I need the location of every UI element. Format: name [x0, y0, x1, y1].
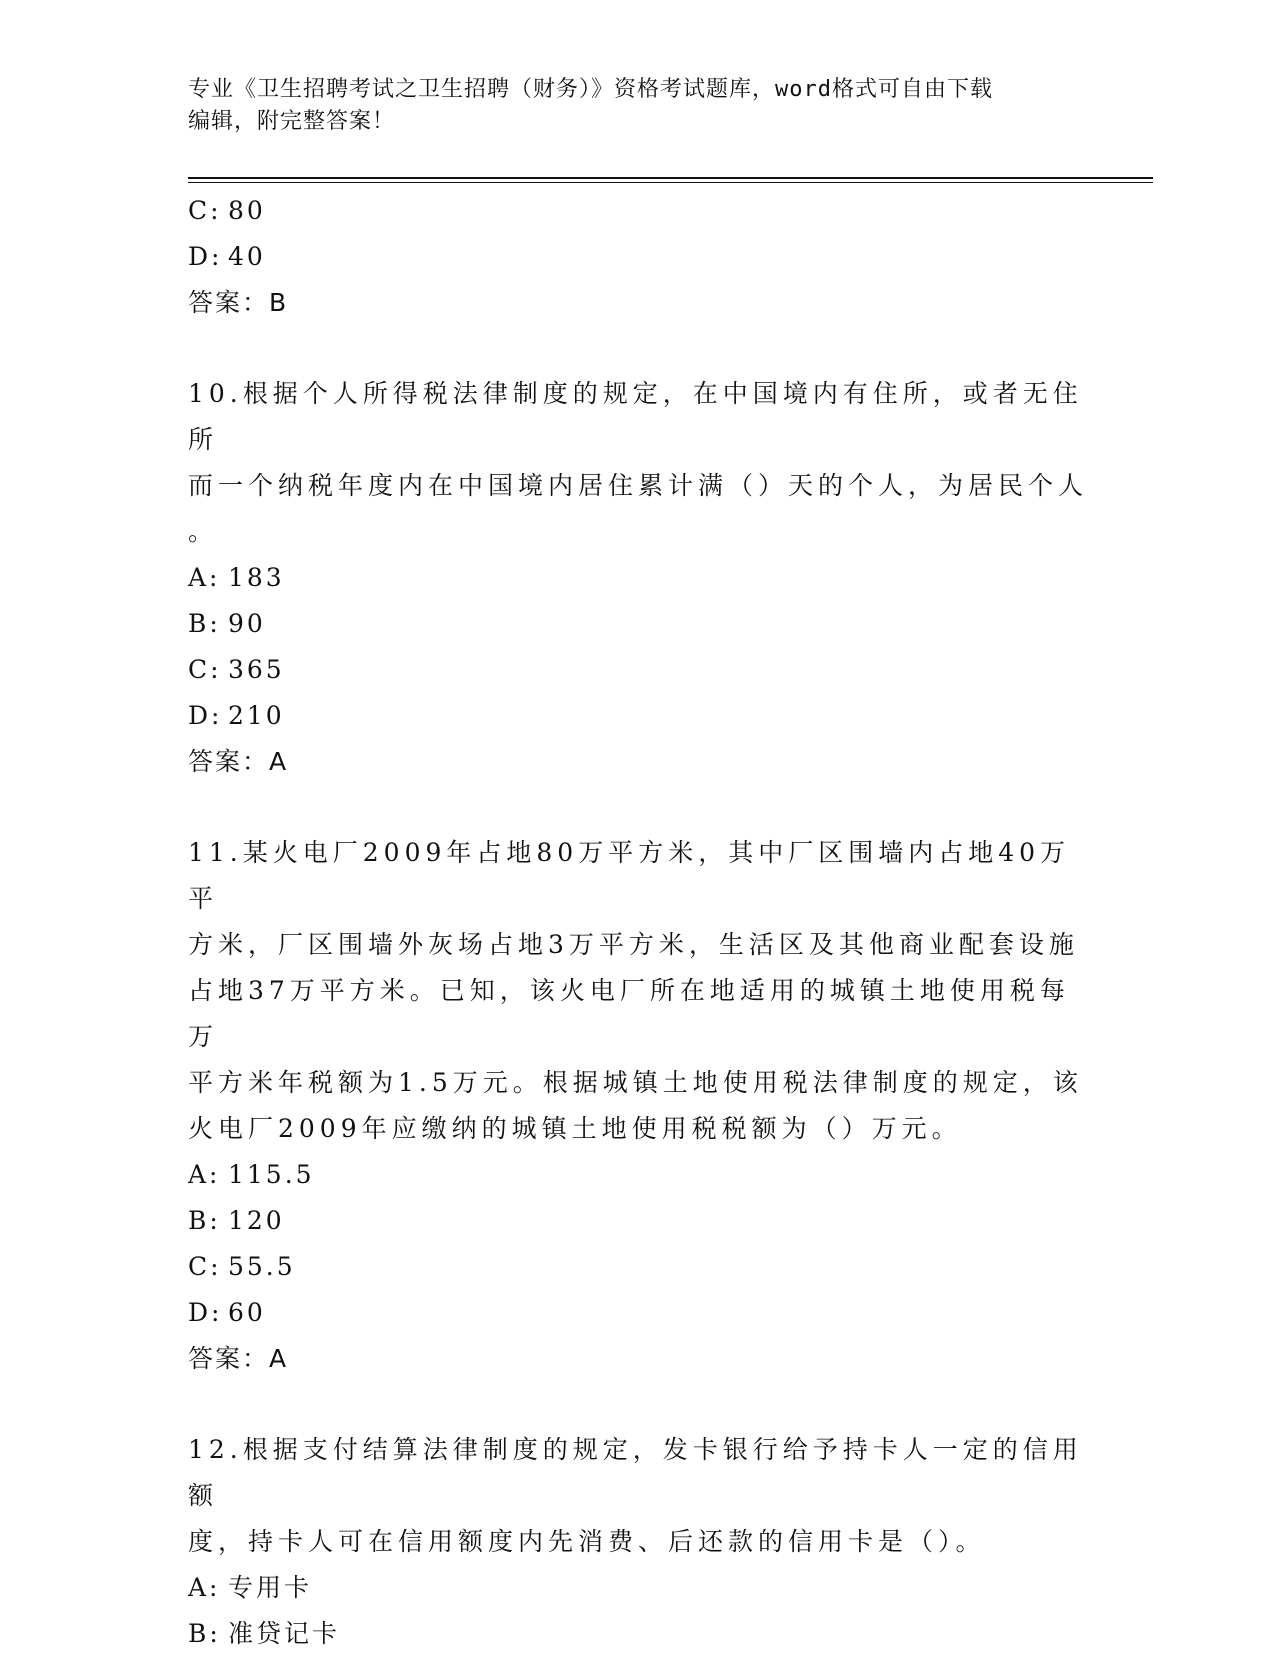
question-12: [188, 1427, 1088, 1657]
header-divider-thick: [188, 177, 1153, 179]
prev-question-block: [188, 188, 1088, 326]
option-text: 60: [228, 1298, 266, 1327]
option-c: [188, 1244, 1088, 1290]
option-a: [188, 1565, 1088, 1611]
question-11: [188, 830, 1088, 1382]
option-b: [188, 1611, 1088, 1657]
option-label: B:: [188, 609, 221, 638]
spacer: [188, 1382, 1088, 1427]
option-label: C:: [188, 1252, 222, 1281]
option-c: [188, 647, 1088, 693]
option-text: 90: [228, 609, 266, 638]
question-text-line: 平方米年税额为1.5万元。根据城镇土地使用税法律制度的规定，该: [188, 1068, 1083, 1097]
header-line-2: 编辑，附完整答案！: [188, 109, 396, 134]
question-text-line: 占地37万平方米。已知，该火电厂所在地适用的城镇土地使用税每万: [188, 976, 1070, 1051]
question-text-line: 11.某火电厂2009年占地80万平方米，其中厂区围墙内占地40万平: [188, 838, 1071, 913]
option-d: [188, 1290, 1088, 1336]
document-body: [188, 188, 1088, 1657]
answer-line: 答案：B: [188, 288, 289, 317]
option-a: [188, 555, 1088, 601]
option-d: [188, 234, 1088, 280]
option-text: 80: [228, 196, 266, 225]
question-text-line: 。: [188, 517, 219, 546]
option-label: C:: [188, 655, 222, 684]
option-b: [188, 601, 1088, 647]
question-text-line: 火电厂2009年应缴纳的城镇土地使用税税额为（）万元。: [188, 1114, 962, 1143]
option-text: 专用卡: [228, 1573, 313, 1602]
question-text-line: 方米，厂区围墙外灰场占地3万平方米，生活区及其他商业配套设施: [188, 930, 1079, 959]
option-label: A:: [188, 563, 221, 592]
question-text-line: 10.根据个人所得税法律制度的规定，在中国境内有住所，或者无住所: [188, 379, 1083, 454]
answer-line: 答案：A: [188, 747, 289, 776]
option-label: A:: [188, 1160, 221, 1189]
option-label: D:: [188, 701, 223, 730]
question-text-line: 而一个纳税年度内在中国境内居住累计满（）天的个人，为居民个人: [188, 471, 1089, 500]
answer-line: 答案：A: [188, 1344, 289, 1373]
option-c: [188, 188, 1088, 234]
spacer: [188, 785, 1088, 830]
option-text: 115.5: [228, 1160, 315, 1189]
question-10: [188, 371, 1088, 785]
header-line-1: 专业《卫生招聘考试之卫生招聘（财务）》资格考试题库，word格式可自由下载: [188, 77, 993, 102]
option-b: [188, 1198, 1088, 1244]
option-label: C:: [188, 196, 222, 225]
option-label: D:: [188, 1298, 223, 1327]
option-text: 210: [228, 701, 285, 730]
option-text: 55.5: [228, 1252, 296, 1281]
option-label: A:: [188, 1573, 221, 1602]
option-text: 120: [228, 1206, 285, 1235]
option-label: D:: [188, 242, 223, 271]
header-divider-thin: [188, 182, 1153, 183]
option-d: [188, 693, 1088, 739]
spacer: [188, 326, 1088, 371]
option-a: [188, 1152, 1088, 1198]
question-text-line: 12.根据支付结算法律制度的规定，发卡银行给予持卡人一定的信用额: [188, 1435, 1083, 1510]
question-text-line: 度，持卡人可在信用额度内先消费、后还款的信用卡是（）。: [188, 1527, 986, 1556]
option-text: 183: [228, 563, 285, 592]
option-text: 365: [228, 655, 285, 684]
option-text: 40: [228, 242, 266, 271]
option-text: 准贷记卡: [228, 1619, 341, 1648]
option-label: B:: [188, 1206, 221, 1235]
document-header: [188, 74, 1088, 138]
option-label: B:: [188, 1619, 221, 1648]
